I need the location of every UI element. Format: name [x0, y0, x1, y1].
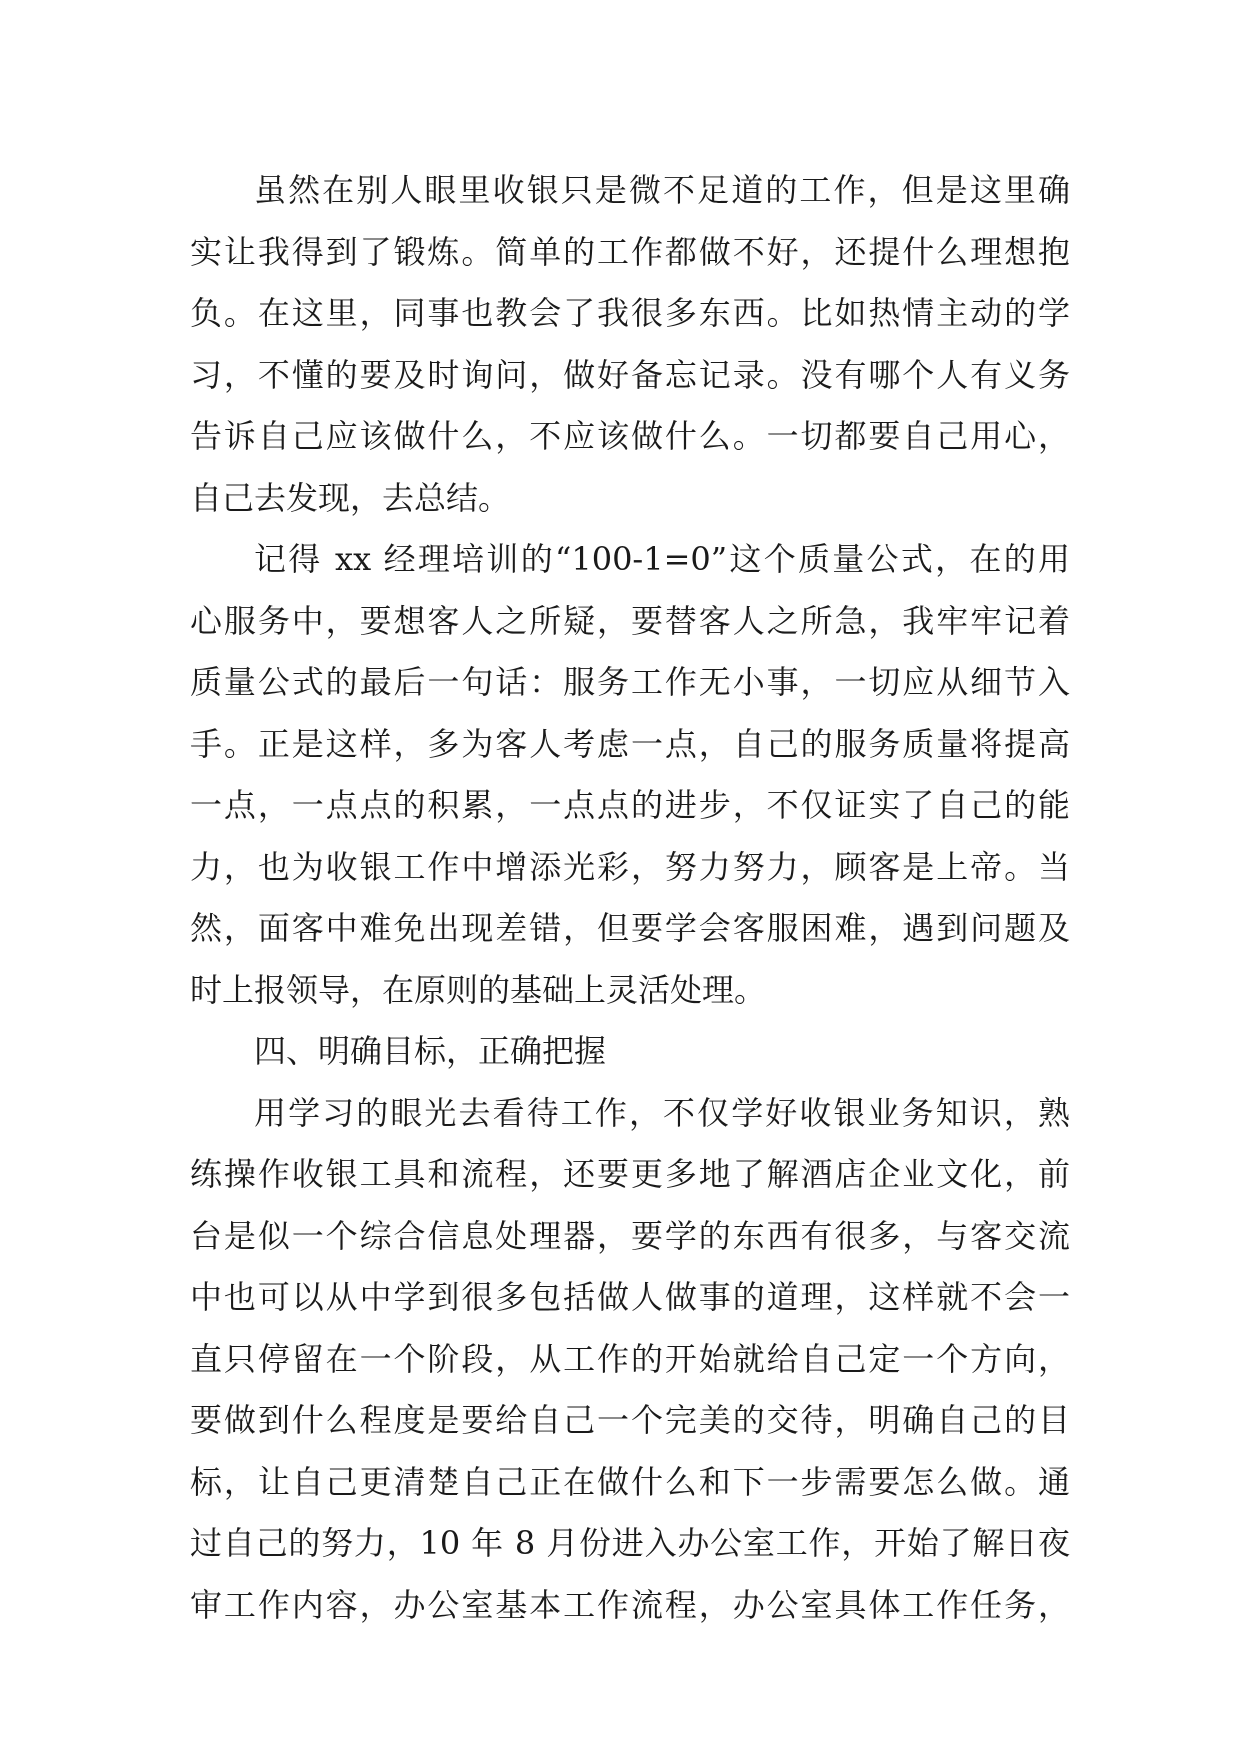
- paragraph-2-line-7: 然，面客中难免出现差错，但要学会客服困难，遇到问题及: [190, 909, 1070, 947]
- paragraph-3-line-8: 过自己的努力，10 年 8 月份进入办公室工作，开始了解日夜: [190, 1524, 1070, 1562]
- paragraph-3-line-2: 练操作收银工具和流程，还要更多地了解酒店企业文化，前: [190, 1155, 1070, 1193]
- paragraph-1-line-3: 负。在这里，同事也教会了我很多东西。比如热情主动的学: [190, 294, 1070, 332]
- document-body: [190, 160, 1070, 1636]
- paragraph-3-line-4: 中也可以从中学到很多包括做人做事的道理，这样就不会一: [190, 1278, 1070, 1316]
- paragraph-2-line-4: 手。正是这样，多为客人考虑一点，自己的服务质量将提高: [190, 724, 1070, 763]
- paragraph-3-line-3: 台是似一个综合信息处理器，要学的东西有很多，与客交流: [190, 1216, 1070, 1255]
- paragraph-2-line-5: 一点，一点点的积累，一点点的进步，不仅证实了自己的能: [190, 786, 1070, 824]
- paragraph-1-line-2: 实让我得到了锻炼。简单的工作都做不好，还提什么理想抱: [190, 232, 1070, 271]
- paragraph-2-line-8: 时上报领导，在原则的基础上灵活处理。: [190, 970, 767, 1009]
- paragraph-1-line-4: 习，不懂的要及时询问，做好备忘记录。没有哪个人有义务: [190, 355, 1070, 394]
- paragraph-2-line-1: 记得 xx 经理培训的“100-1=0”这个质量公式，在的用: [254, 540, 1070, 578]
- section-heading: 四、明确目标，正确把握: [254, 1032, 607, 1070]
- paragraph-1-line-1: 虽然在别人眼里收银只是微不足道的工作，但是这里确: [254, 171, 1070, 209]
- paragraph-1-line-6: 自己去发现，去总结。: [190, 478, 511, 517]
- paragraph-1-line-5: 告诉自己应该做什么，不应该做什么。一切都要自己用心，: [190, 417, 1070, 455]
- paragraph-3-line-6: 要做到什么程度是要给自己一个完美的交待，明确自己的目: [190, 1401, 1070, 1439]
- paragraph-3-line-1: 用学习的眼光去看待工作，不仅学好收银业务知识，熟: [254, 1093, 1070, 1132]
- paragraph-3-line-5: 直只停留在一个阶段，从工作的开始就给自己定一个方向，: [190, 1339, 1070, 1378]
- paragraph-3-line-9: 审工作内容，办公室基本工作流程，办公室具体工作任务，: [190, 1585, 1070, 1624]
- paragraph-2-line-3: 质量公式的最后一句话：服务工作无小事，一切应从细节入: [190, 663, 1070, 701]
- paragraph-3-line-7: 标，让自己更清楚自己正在做什么和下一步需要怎么做。通: [190, 1462, 1070, 1501]
- paragraph-2-line-6: 力，也为收银工作中增添光彩，努力努力，顾客是上帝。当: [190, 847, 1070, 886]
- paragraph-2-line-2: 心服务中，要想客人之所疑，要替客人之所急，我牢牢记着: [190, 601, 1070, 640]
